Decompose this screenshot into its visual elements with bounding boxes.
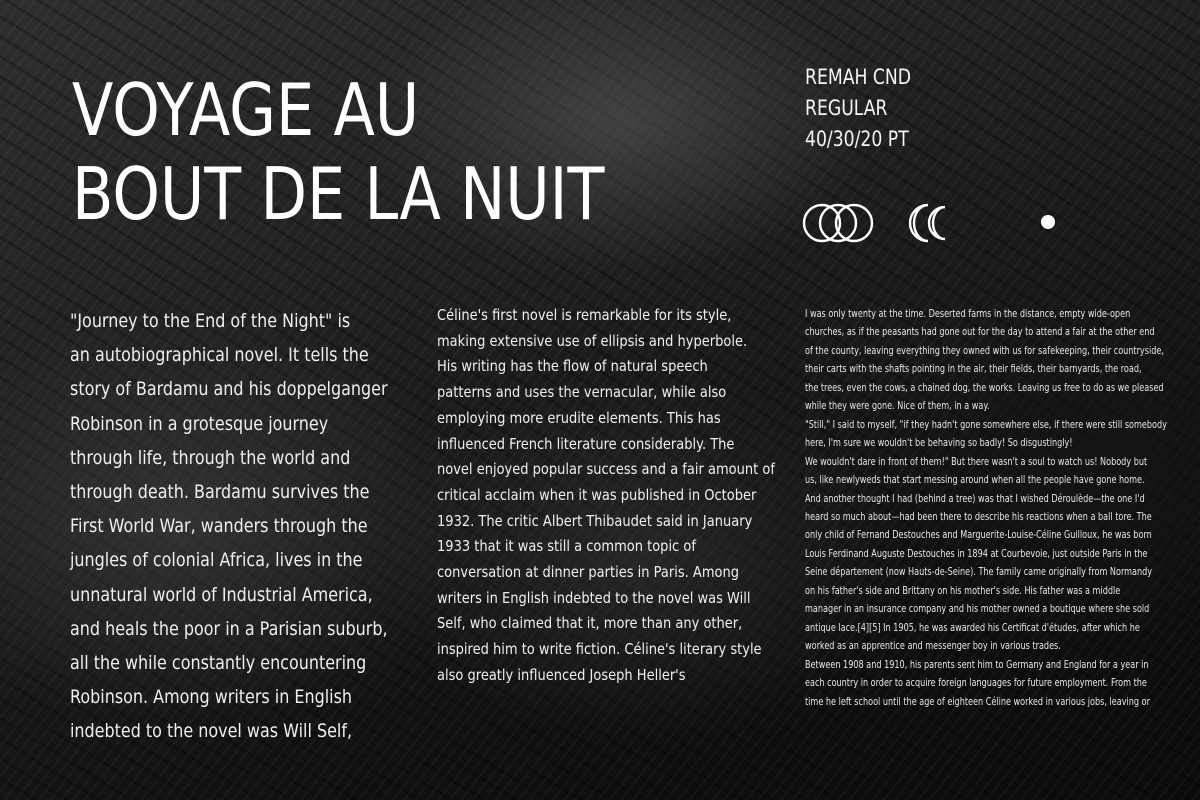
text-line: Seine département (now Hauts-de-Seine). The family came originally from Normandy — [805, 566, 1153, 579]
text-line: His writing has the flow of natural speech — [437, 357, 708, 376]
text-line: jungles of colonial Africa, lives in the — [70, 549, 363, 572]
text-line: "Still," I said to myself, "if they hadn't gone somewhere else, if there were still somebody — [805, 418, 1167, 431]
text-line: First World War, wanders through the — [70, 515, 368, 538]
text-line: story of Bardamu and his doppelganger — [70, 378, 388, 401]
text-line: also greatly influenced Joseph Heller's — [437, 665, 686, 684]
text-line: their carts with the shafts pointing in the air, their fields, their barnyards, the road, — [805, 363, 1142, 376]
text-line: inspired him to write fiction. Céline's literary style — [437, 640, 762, 659]
text-line: an autobiographical novel. It tells the — [70, 344, 369, 367]
text-line: novel enjoyed popular success and a fair amount of — [437, 460, 775, 479]
text-line: and heals the poor in a Parisian suburb, — [70, 617, 388, 640]
text-line: manager in an insurance company and his mother owned a boutique where she sold — [805, 603, 1150, 616]
font-specs — [805, 62, 911, 155]
column-intro — [70, 304, 388, 749]
title-line-1: VOYAGE AU — [72, 68, 420, 152]
text-line: all the while constantly encountering — [70, 652, 367, 675]
text-line: patterns and uses the vernacular, while also — [437, 383, 727, 402]
triple-overlapping-circles-icon — [804, 205, 872, 241]
text-line: Robinson. Among writers in English — [70, 686, 353, 709]
text-line: us, like newlyweds that start messing around when all the people have gone home. — [805, 474, 1145, 487]
text-line: employing more erudite elements. This has — [437, 408, 721, 427]
text-line: Louis Ferdinand Auguste Destouches in 1894 at Courbevoie, just outside Paris in the — [805, 547, 1148, 560]
text-line: antique lace.[4][5] In 1905, he was awarded his Certificat d'études, after which he — [805, 621, 1140, 634]
poster-title — [72, 68, 604, 236]
text-line: Between 1908 and 1910, his parents sent him to Germany and England for a year in — [805, 658, 1149, 671]
text-line: through life, through the world and — [70, 446, 351, 469]
text-line: time he left school until the age of eighteen Céline worked in various jobs, leaving or — [805, 695, 1150, 708]
text-line: each country in order to acquire foreign languages for future employment. From the — [805, 677, 1147, 690]
font-name: REMAH CND — [805, 65, 912, 89]
text-line: "Journey to the End of the Night" is — [70, 310, 351, 332]
text-line: influenced French literature considerably. The — [437, 434, 735, 453]
text-line: while they were gone. Nice of them, in a way. — [805, 400, 990, 413]
text-line: Céline's first novel is remarkable for its style, — [437, 306, 732, 324]
text-line: the trees, even the cows, a chained dog, the works. Leaving us free to do as we pleased — [805, 381, 1164, 394]
text-line: here, I'm sure we wouldn't be behaving so badly! So disgustingly! — [805, 437, 1073, 450]
text-line: critical acclaim when it was published in October — [437, 485, 757, 504]
column-style — [437, 303, 775, 689]
double-crescent-moon-icon — [910, 205, 945, 241]
text-line: I was only twenty at the time. Deserted farms in the distance, empty wide-open — [805, 308, 1131, 320]
text-line: 1932. The critic Albert Thibaudet said in January — [437, 511, 753, 530]
text-line: writers in English indebted to the novel was Will — [437, 588, 751, 607]
text-line: only child of Fernand Destouches and Marguerite-Louise-Céline Guilloux, he was born — [805, 529, 1152, 542]
text-line: Self, who claimed that it, more than any other, — [437, 614, 743, 633]
text-line: heard so much about—had been there to describe his reactions when a ball tore. The — [805, 510, 1152, 523]
text-line: unnatural world of Industrial America, — [70, 583, 373, 606]
font-sizes: 40/30/20 PT — [805, 127, 909, 151]
text-line: And another thought I had (behind a tree) was that I wished Déroulède—the one I'd — [805, 492, 1145, 505]
text-line: indebted to the novel was Will Self, — [70, 720, 353, 743]
title-line-2: BOUT DE LA NUIT — [72, 152, 605, 236]
text-line: of the county, leaving everything they owned with us for safekeeping, their countryside, — [805, 344, 1164, 357]
text-line: through death. Bardamu survives the — [70, 481, 370, 504]
text-line: worked as an apprentice and messenger boy in various trades. — [805, 640, 1061, 653]
text-line: We wouldn't dare in front of them!" But there wasn't a soul to watch us! Nobody but — [805, 455, 1148, 468]
text-line: churches, as if the peasants had gone out for the day to attend a fair at the other end — [805, 326, 1155, 339]
text-line: on his father's side and Brittany on his mother's side. His father was a middle — [805, 584, 1121, 597]
glyph-row — [800, 196, 1080, 252]
text-line: making extensive use of ellipsis and hyperbole. — [437, 331, 748, 350]
text-line: 1933 that it was still a common topic of — [437, 537, 696, 556]
dot-icon — [1041, 215, 1055, 229]
text-line: conversation at dinner parties in Paris. Among — [437, 563, 740, 582]
text-line: Robinson in a grotesque journey — [70, 412, 329, 435]
font-style: REGULAR — [805, 96, 888, 120]
column-excerpt — [805, 305, 1167, 711]
